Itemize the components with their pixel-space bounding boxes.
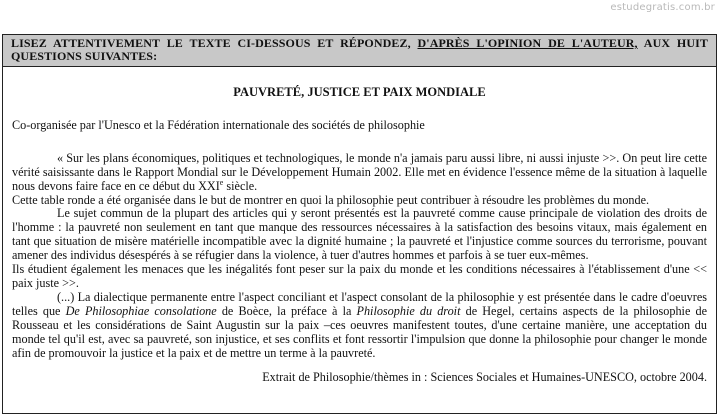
paragraph-2: Cette table ronde a été organisée dans le but de montrer en quoi la philosophie peut contribuer à résoudre les problèmes du monde. [12,192,650,207]
article-title: PAUVRETÉ, JUSTICE ET PAIX MONDIALE [233,85,486,99]
paragraph-1 [12,152,707,194]
source-citation: Extrait de Philosophie/thèmes in : Sciences Sociales et Humaines-UNESCO, octobre 2004. [262,370,707,385]
book-title-consolatione: De Philosophiae consolatione [65,303,217,318]
century-superscript: e [219,177,224,187]
exam-text-frame [2,34,717,414]
paragraph-4: Ils étudient également les menaces que les inégalités font peser sur la paix du monde et les conditions nécessaires à l'établissement d'une << paix juste >>. [12,262,707,290]
instruction-text-end: AUX HUIT QUESTIONS SUIVANTES: [11,36,708,63]
book-title-philosophie-du-droit: Philosophie du droit [356,303,461,318]
instruction-banner [3,35,716,67]
paragraph-5-text-3: de Hegel, certains aspects de la philosophie de Rousseau et les considérations de Saint Augustin sur la paix –ces oeuvres manifestent toutes, d'une certaine manière, une acceptation du monde tel qu'il est, avec sa pauvreté, son injustice, et ses conflits et font ressortir l'impulsion que donne la philosophie pour changer le monde afin de promouvoir la justice et la paix et de mettre un terme à la pauvreté. [12,303,707,360]
article-intro: Co-organisée par l'Unesco et la Fédération internationale des sociétés de philosophie [12,117,425,132]
instruction-underlined-text: D'APRÈS L'OPINION DE L'AUTEUR, [417,36,638,50]
paragraph-1-text: « Sur les plans économiques, politiques et technologiques, le monde n'a jamais paru aussi libre, ni aussi injuste >>. On peut lire cette vérité saisissante dans le Rapport Mondial sur le Développement Humain 2002. Elle met en évidence l'essence même de la situation à laquelle nous devons faire face en ce début du XXI [12,150,707,193]
paragraph-1-end: siècle. [223,178,258,193]
paragraph-5-text-2: de Boèce, la préface à la [216,303,357,318]
instruction-text-start: LISEZ ATTENTIVEMENT LE TEXTE CI-DESSOUS ET RÉPONDEZ, [11,36,418,50]
site-watermark: estudegratis.com.br [610,2,715,13]
paragraph-5 [12,291,707,361]
article-content [3,86,716,385]
paragraph-3: Le sujet commun de la plupart des articles qui y seront présentés est la pauvreté comme cause principale de violation des droits de l'homme : la pauvreté non seulement en tant que manque des ressources nécessaires à la satisfaction des besoins vitaux, mais également en tant que situation de misère matérielle incompatible avec la dignité humaine ; la pauvreté et l'injustice comme sources du terrorisme, pouvant amener des individus désespérés à se réfugier dans la violence, à tuer d'autres hommes et parfois à se tuer eux-mêmes. [12,206,707,263]
paragraph-5-text-1: (...) La dialectique permanente entre l'aspect conciliant et l'aspect consolant de la philosophie y est présentée dans le cadre d'oeuvres telles que [12,289,707,318]
